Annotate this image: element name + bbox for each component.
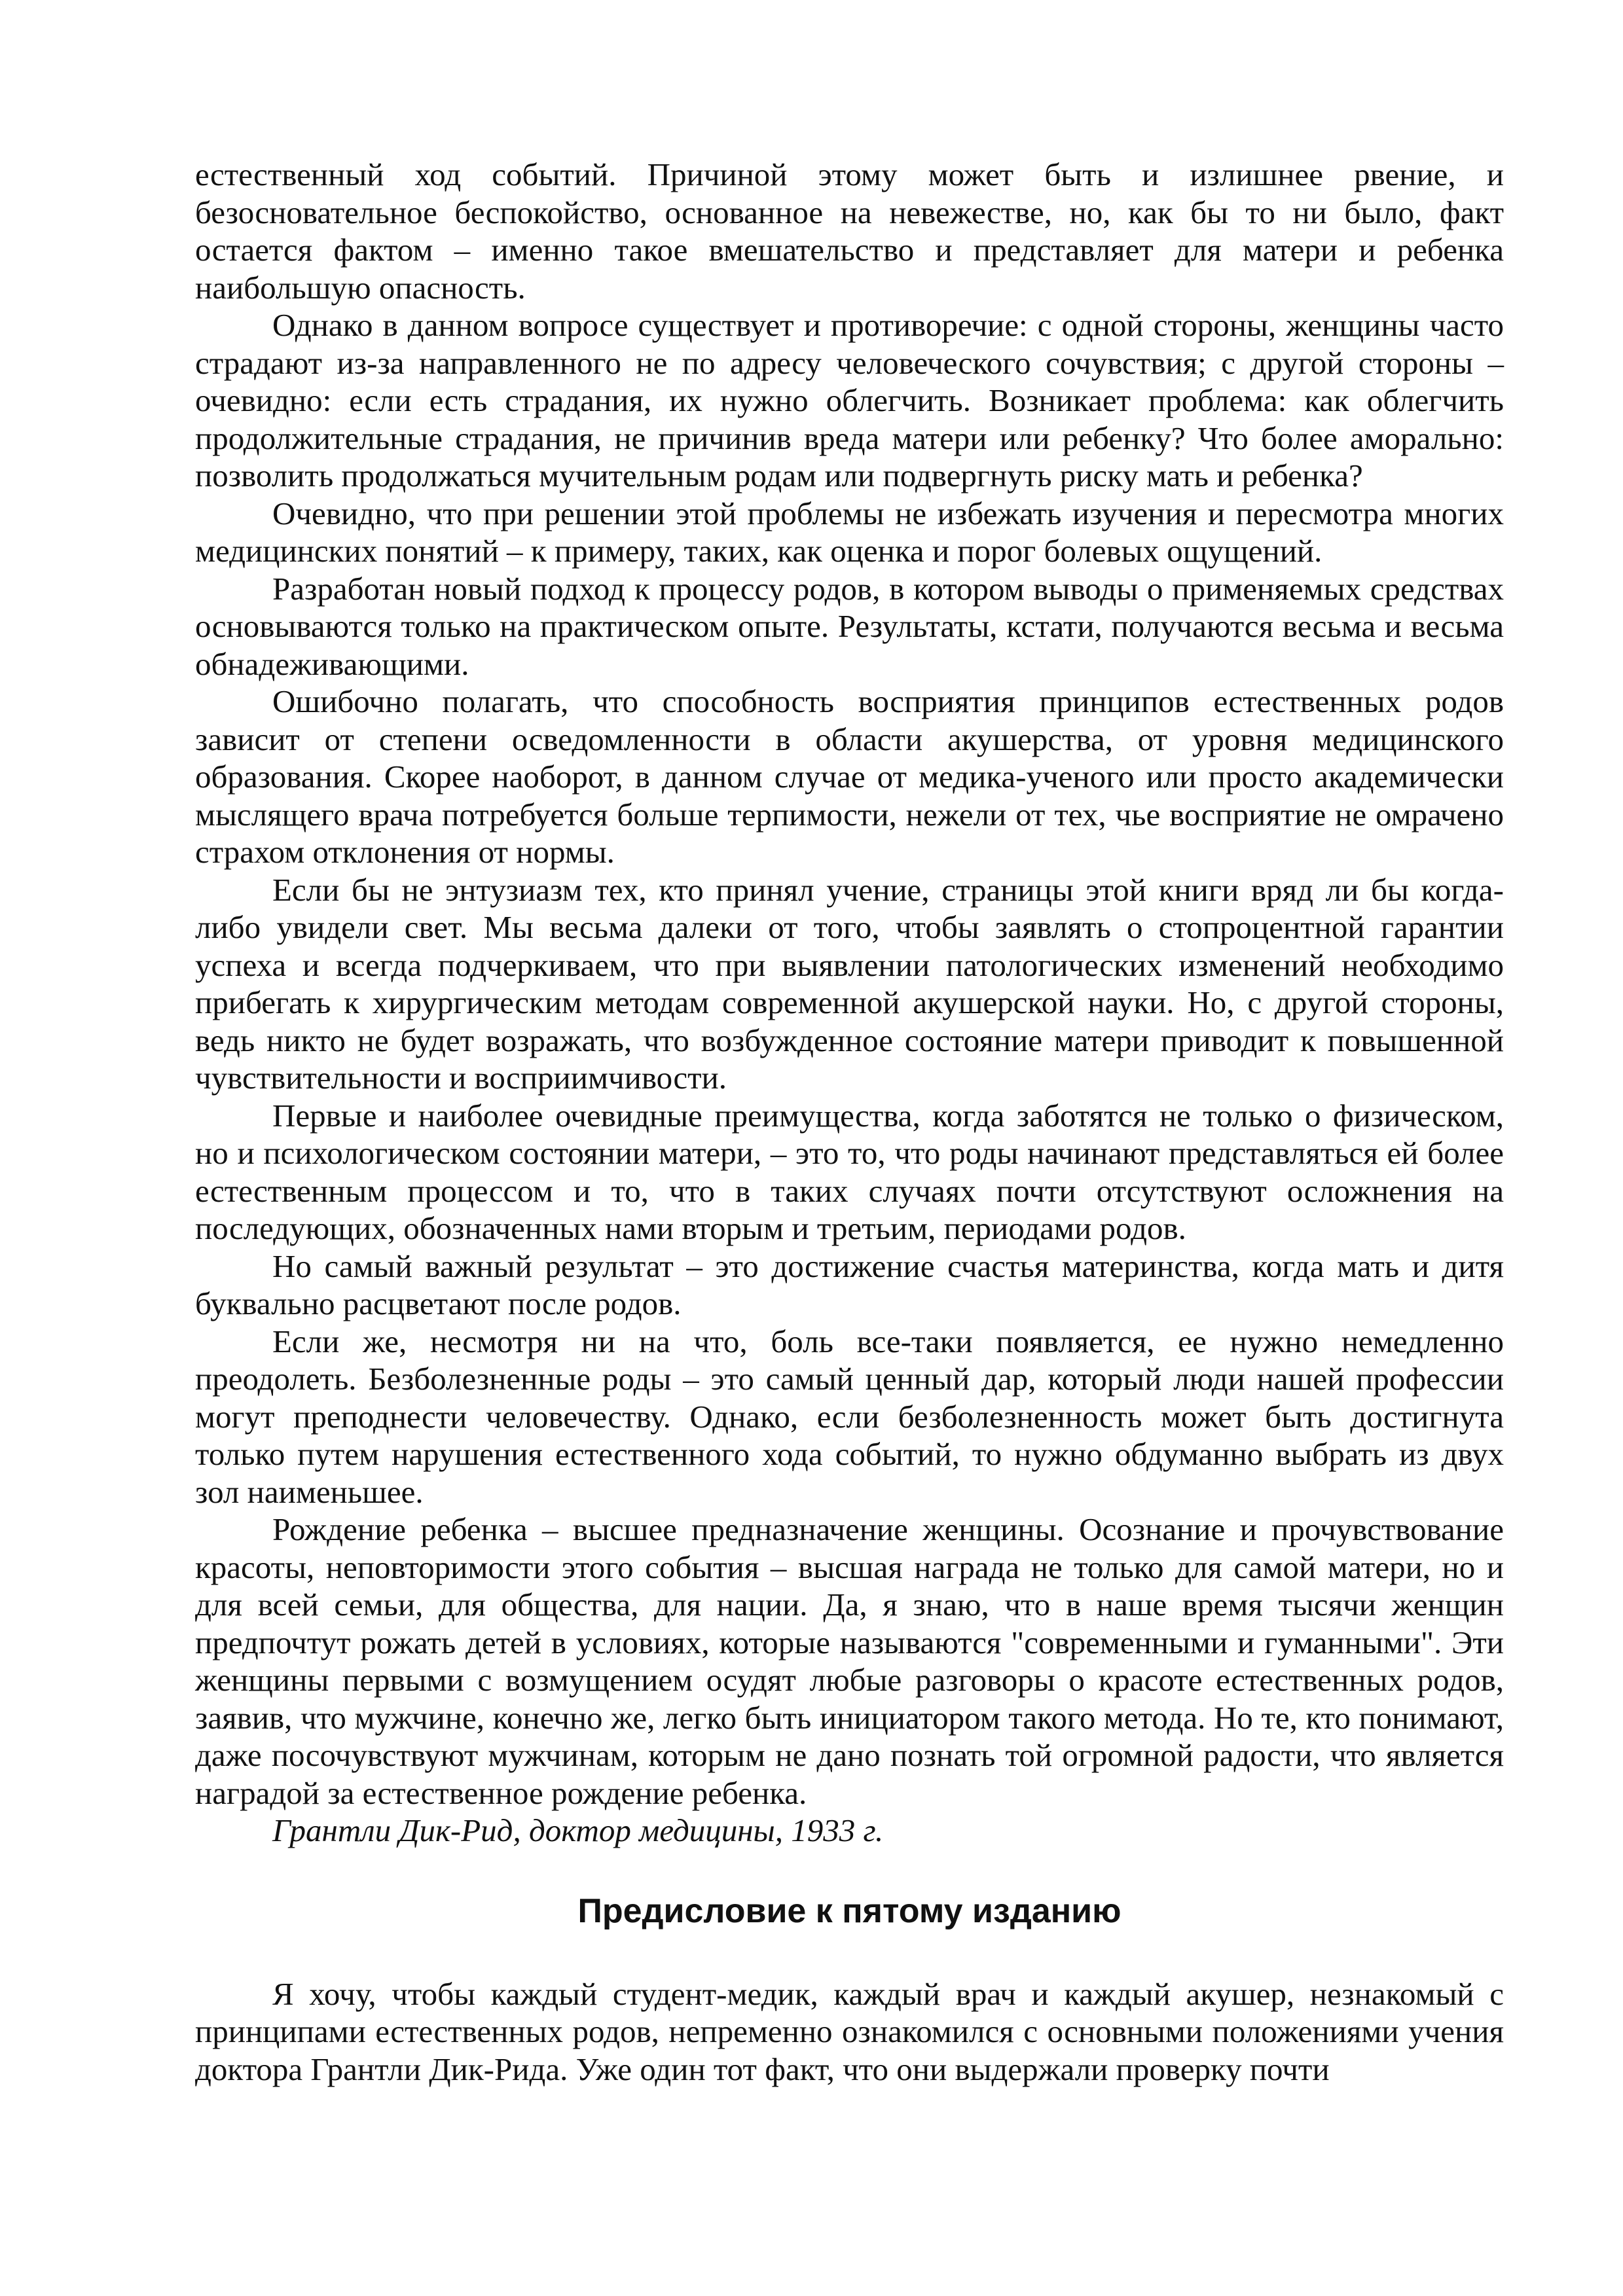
paragraph: Ошибочно полагать, что способность восприятия принципов естественных родов зависит от степени осведомленности в области акушерства, от уровня медицинского образования. Скорее наоборот, в данном случае от медика-ученого или просто академически мыслящего врача потребуется больше терпимости, нежели от тех, чье восприятие не омрачено страхом отклонения от нормы. [195,683,1504,870]
paragraph: Если же, несмотря ни на что, боль все-таки появляется, ее нужно немедленно преодолеть. Безболезненные роды – это самый ценный дар, который люди нашей профессии могут преподнести человечеству. Однако, если безболезненность может быть достигнута только путем нарушения естественного хода событий, то нужно обдуманно выбрать из двух зол наименьшее. [195,1323,1504,1510]
paragraph-continuation: естественный ход событий. Причиной этому может быть и излишнее рвение, и безосновательное беспокойство, основанное на невежестве, но, как бы то ни было, факт остается фактом – именно такое вмешательство и представляет для матери и ребенка наибольшую опасность. [195,156,1504,306]
paragraph: Однако в данном вопросе существует и противоречие: с одной стороны, женщины часто страдают из-за направленного не по адресу человеческого сочувствия; с другой стороны – очевидно: если есть страдания, их нужно облегчить. Возникает проблема: как облегчить продолжительные страдания, не причинив вреда матери или ребенку? Что более аморально: позволить продолжаться мучительным родам или подвергнуть риску мать и ребенка? [195,307,1504,493]
paragraph: Первые и наиболее очевидные преимущества, когда заботятся не только о физическом, но и психологическом состоянии матери, – это то, что роды начинают представляться ей более естественным процессом и то, что в таких случаях почти отсутствуют осложнения на последующих, обозначенных нами вторым и третьим, периодами родов. [195,1097,1504,1246]
paragraph: Если бы не энтузиазм тех, кто принял учение, страницы этой книги вряд ли бы когда-либо увидели свет. Мы весьма далеки от того, чтобы заявлять о стопроцентной гарантии успеха и всегда подчеркиваем, что при выявлении патологических изменений необходимо прибегать к хирургическим методам современной акушерской науки. Но, с другой стороны, ведь никто не будет возражать, что возбужденное состояние матери приводит к повышенной чувствительности и восприимчивости. [195,871,1504,1096]
paragraph: Но самый важный результат – это достижение счастья материнства, когда мать и дитя буквально расцветают после родов. [195,1247,1504,1321]
section-heading: Предисловие к пятому изданию [577,1892,1122,1930]
paragraph: Я хочу, чтобы каждый студент-медик, каждый врач и каждый акушер, незнакомый с принципами естественных родов, непременно ознакомился с основными положениями учения доктора Грантли Дик-Рида. Уже один тот факт, что они выдержали проверку почти [195,1975,1504,2087]
document-page [195,156,1504,2088]
paragraph: Очевидно, что при решении этой проблемы не избежать изучения и пересмотра многих медицинских понятий – к примеру, таких, как оценка и порог болевых ощущений. [195,495,1504,569]
author-signature: Грантли Дик-Рид, доктор медицины, 1933 г. [272,1812,884,1848]
paragraph: Разработан новый подход к процессу родов, в котором выводы о применяемых средствах основываются только на практическом опыте. Результаты, кстати, получаются весьма и весьма обнадеживающими. [195,570,1504,682]
paragraph: Рождение ребенка – высшее предназначение женщины. Осознание и прочувствование красоты, неповторимости этого события – высшая награда не только для самой матери, но и для всей семьи, для общества, для нации. Да, я знаю, что в наше время тысячи женщин предпочтут рожать детей в условиях, которые называются "современными и гуманными". Эти женщины первыми с возмущением осудят любые разговоры о красоте естественных родов, заявив, что мужчине, конечно же, легко быть инициатором такого метода. Но те, кто понимают, даже посочувствуют мужчинам, которым не дано познать той огромной радости, что является наградой за естественное рождение ребенка. [195,1511,1504,1811]
